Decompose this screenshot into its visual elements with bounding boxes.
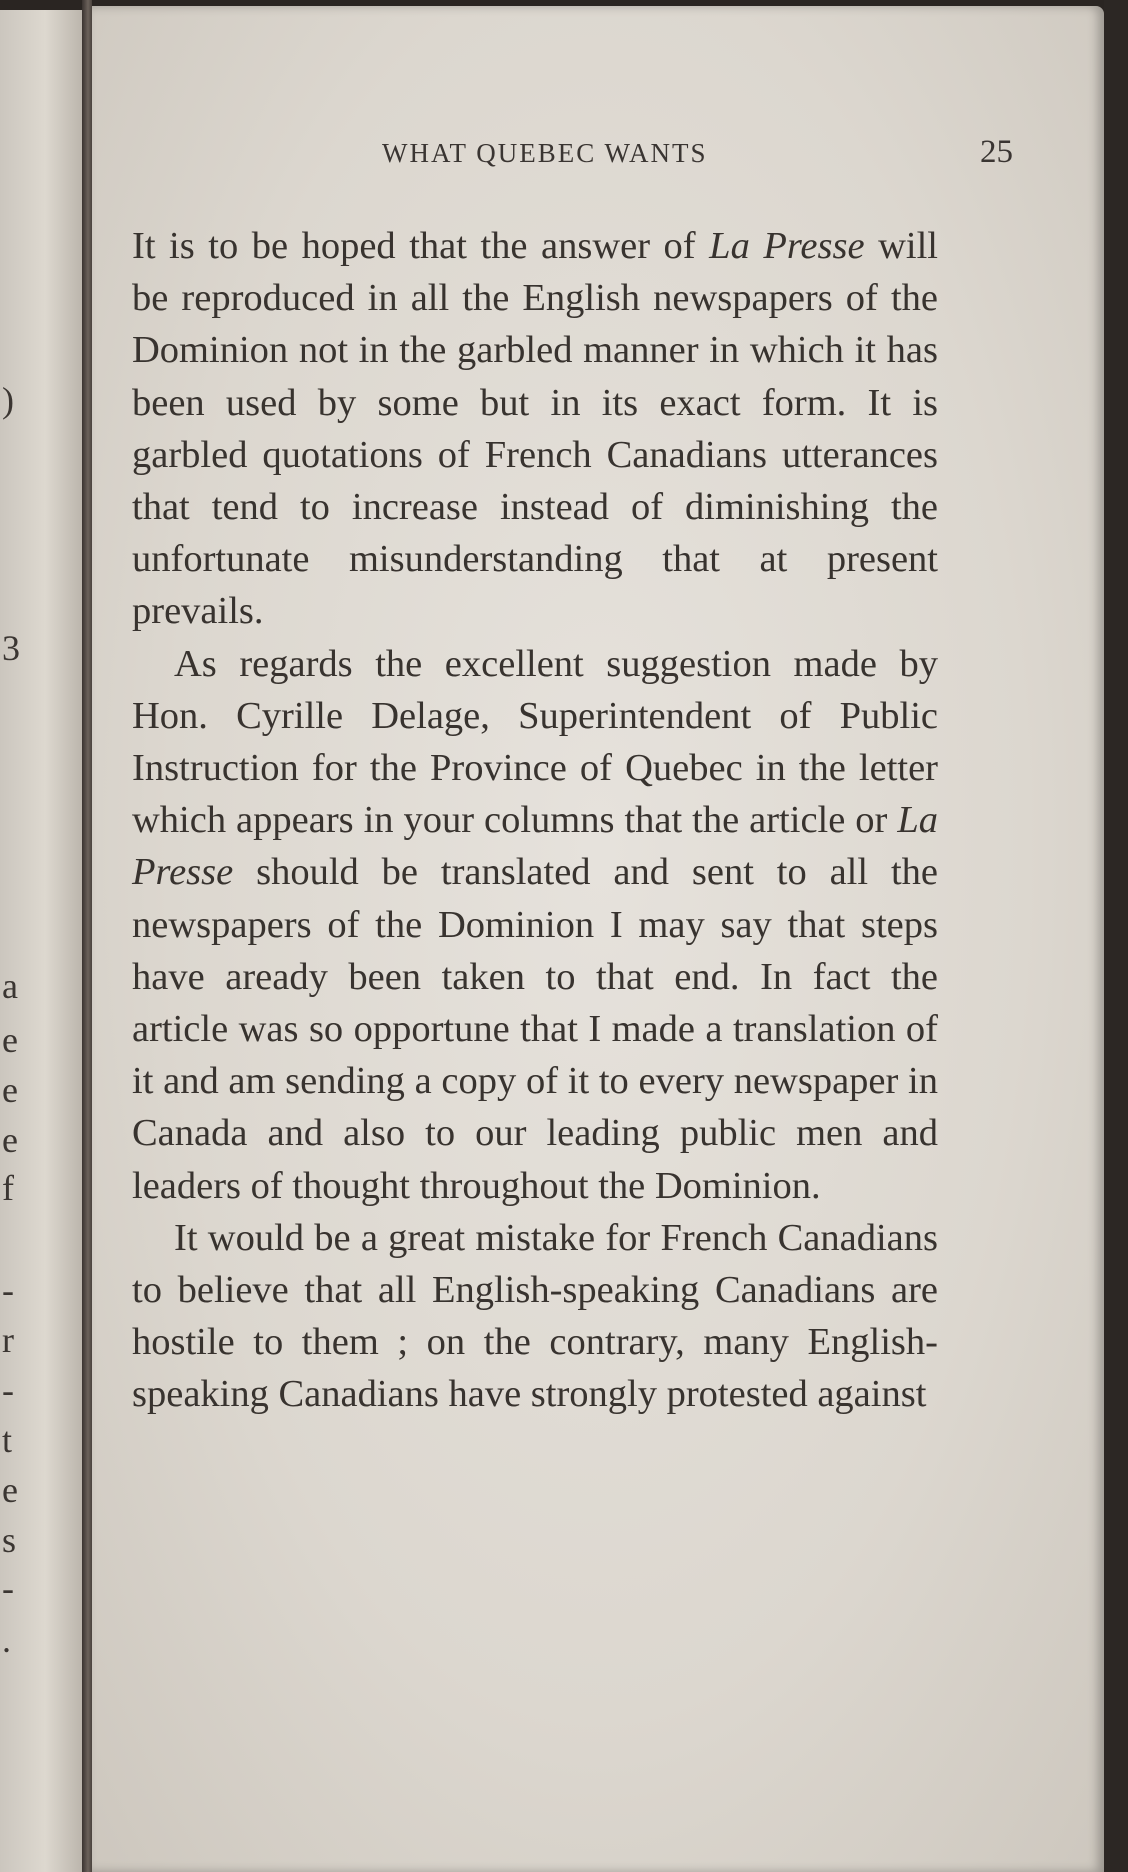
page-number: 25 bbox=[980, 134, 1013, 170]
body-text bbox=[132, 220, 938, 1421]
previous-page-edge bbox=[0, 10, 82, 1872]
previous-page-fragment: e bbox=[2, 1120, 18, 1160]
previous-page-fragment: ) bbox=[2, 380, 14, 420]
previous-page-fragment: a bbox=[2, 966, 18, 1006]
book-spine bbox=[82, 0, 92, 1872]
previous-page-fragment: r bbox=[2, 1320, 14, 1360]
text-run: will be reproduced in all the English newspapers of the Dominion not in the garbled manner in which it has been used by some but in its exact form. It is garbled quotations of French Canadians utterances that tend to increase instead of diminishing the unfortunate misunderstanding that at present prevails. bbox=[132, 225, 938, 633]
page-right-edge bbox=[1104, 0, 1128, 1872]
paragraph bbox=[132, 1212, 938, 1421]
previous-page-fragment: f bbox=[2, 1168, 14, 1208]
previous-page-fragment: e bbox=[2, 1020, 18, 1060]
previous-page-fragment: - bbox=[2, 1270, 14, 1310]
previous-page-fragment: s bbox=[2, 1520, 17, 1560]
running-head-title: WHAT QUEBEC WANTS bbox=[382, 138, 708, 168]
previous-page-fragment: e bbox=[2, 1070, 18, 1110]
previous-page-fragment: - bbox=[2, 1568, 14, 1608]
text-run: It would be a great mistake for French Canadians to believe that all English-speaking Canadians are hostile to them ; on the contrary, many English-speaking Canadians have strongly protested against bbox=[132, 1216, 938, 1416]
paragraph bbox=[132, 638, 938, 1212]
previous-page-fragment: . bbox=[2, 1620, 11, 1660]
running-head bbox=[132, 134, 1032, 174]
previous-page-fragment: 3 bbox=[2, 628, 20, 668]
text-run: should be translated and sent to all the newspapers of the Dominion I may say that steps have aready been taken to that end. In fact the article was so opportune that I made a translation of it and am sending a copy of it to every newspaper in Canada and also to our leading public men and leaders of thought throughout the Dominion. bbox=[132, 851, 938, 1207]
publication-title: La Presse bbox=[709, 225, 865, 267]
previous-page-fragment: t bbox=[2, 1420, 13, 1460]
publication-title: La Presse bbox=[132, 799, 938, 894]
previous-page-fragment: e bbox=[2, 1470, 18, 1510]
text-run: As regards the excellent suggestion made by Hon. Cyrille Delage, Superintendent of Public Instruction for the Province of Quebec in the letter which appears in your columns that the article or bbox=[132, 642, 938, 842]
paragraph bbox=[132, 220, 938, 638]
text-run: It is to be hoped that the answer of bbox=[132, 225, 710, 267]
previous-page-fragment: - bbox=[2, 1370, 14, 1410]
book-page bbox=[92, 6, 1104, 1872]
